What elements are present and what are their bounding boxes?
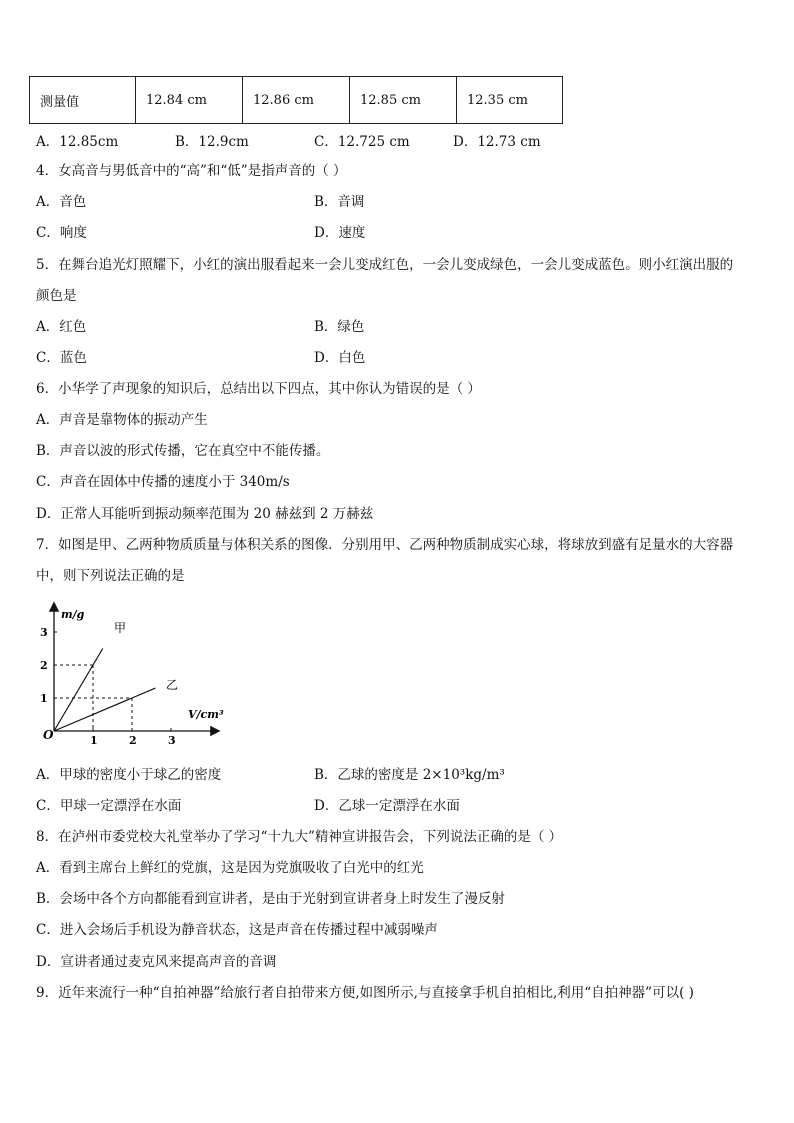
question-7-stem-cont: 中，则下列说法正确的是: [36, 568, 185, 584]
q7-option-c: C．甲球一定漂浮在水面: [36, 798, 182, 814]
table-cell: 12.84 cm: [136, 77, 243, 124]
question-7-stem: 7．如图是甲、乙两种物质质量与体积关系的图像．分别用甲、乙两种物质制成实心球，将球放到盛有足量水的大容器: [36, 537, 734, 553]
option-c: C．12.725 cm: [314, 134, 410, 150]
q6-option-c: C．声音在固体中传播的速度小于 340m/s: [36, 474, 290, 490]
q7-option-b: B．乙球的密度是 2×10³kg/m³: [314, 767, 505, 783]
series-line-jia: [54, 649, 103, 732]
y-tick-label: 3: [40, 626, 48, 639]
q5-option-b: B．绿色: [314, 319, 365, 335]
option-d: D．12.73 cm: [453, 134, 541, 150]
y-tick-label: 1: [40, 692, 48, 705]
table-cell: 12.85 cm: [350, 77, 457, 124]
x-tick-label: 3: [168, 734, 176, 747]
q8-option-d: D．宣讲者通过麦克风来提高声音的音调: [36, 954, 277, 970]
q4-option-d: D．速度: [314, 225, 366, 241]
q8-option-a: A．看到主席台上鲜红的党旗，这是因为党旗吸收了白光中的红光: [36, 860, 424, 876]
q6-option-a: A．声音是靠物体的振动产生: [36, 412, 208, 428]
q6-option-d: D．正常人耳能听到振动频率范围为 20 赫兹到 2 万赫兹: [36, 506, 374, 522]
table-cell: 12.35 cm: [457, 77, 563, 124]
y-axis-label: m/g: [61, 608, 85, 621]
q4-option-b: B．音调: [314, 194, 365, 210]
question-6-stem: 6．小华学了声现象的知识后，总结出以下四点，其中你认为错误的是（ ）: [36, 381, 481, 397]
x-tick-label: 1: [90, 734, 98, 747]
x-axis-label: V/cm³: [188, 708, 224, 721]
question-9-stem: 9．近年来流行一种“自拍神器”给旅行者自拍带来方便,如图所示,与直接拿手机自拍相比,利用“自拍神器”可以( ): [36, 985, 694, 1001]
question-8-stem: 8．在泸州市委党校大礼堂举办了学习“十九大”精神宣讲报告会，下列说法正确的是（ ）: [36, 829, 563, 845]
series-line-yi: [54, 688, 155, 731]
series-label-yi: 乙: [166, 678, 179, 692]
question-5-stem: 5．在舞台追光灯照耀下，小红的演出服看起来一会儿变成红色，一会儿变成绿色，一会儿变成蓝色。则小红演出服的: [36, 257, 734, 273]
q5-option-d: D．白色: [314, 350, 366, 366]
q8-option-c: C．进入会场后手机设为静音状态，这是声音在传播过程中减弱噪声: [36, 922, 438, 938]
table-cell: 12.86 cm: [243, 77, 350, 124]
question-4-stem: 4．女高音与男低音中的“高”和“低”是指声音的（ ）: [36, 163, 347, 179]
q7-option-a: A．甲球的密度小于球乙的密度: [36, 767, 222, 783]
q5-option-a: A．红色: [36, 319, 87, 335]
question-5-stem-cont: 颜色是: [36, 288, 77, 304]
q5-option-c: C．蓝色: [36, 350, 87, 366]
measurement-table: [29, 76, 563, 124]
mass-volume-graph: [28, 598, 238, 750]
series-label-jia: 甲: [114, 621, 127, 635]
y-tick-label: 2: [40, 659, 48, 672]
option-a: A．12.85cm: [36, 134, 119, 150]
q6-option-b: B．声音以波的形式传播，它在真空中不能传播。: [36, 443, 330, 459]
table-header-cell: 测量值: [30, 77, 136, 124]
q7-option-d: D．乙球一定漂浮在水面: [314, 798, 460, 814]
origin-label: O: [43, 728, 54, 742]
table-row: [30, 77, 563, 124]
q4-option-a: A．音色: [36, 194, 87, 210]
option-b: B．12.9cm: [175, 134, 249, 150]
q8-option-b: B．会场中各个方向都能看到宣讲者，是由于光射到宣讲者身上时发生了漫反射: [36, 891, 505, 907]
q4-option-c: C．响度: [36, 225, 87, 241]
x-tick-label: 2: [129, 734, 137, 747]
q3-options: [0, 130, 794, 150]
